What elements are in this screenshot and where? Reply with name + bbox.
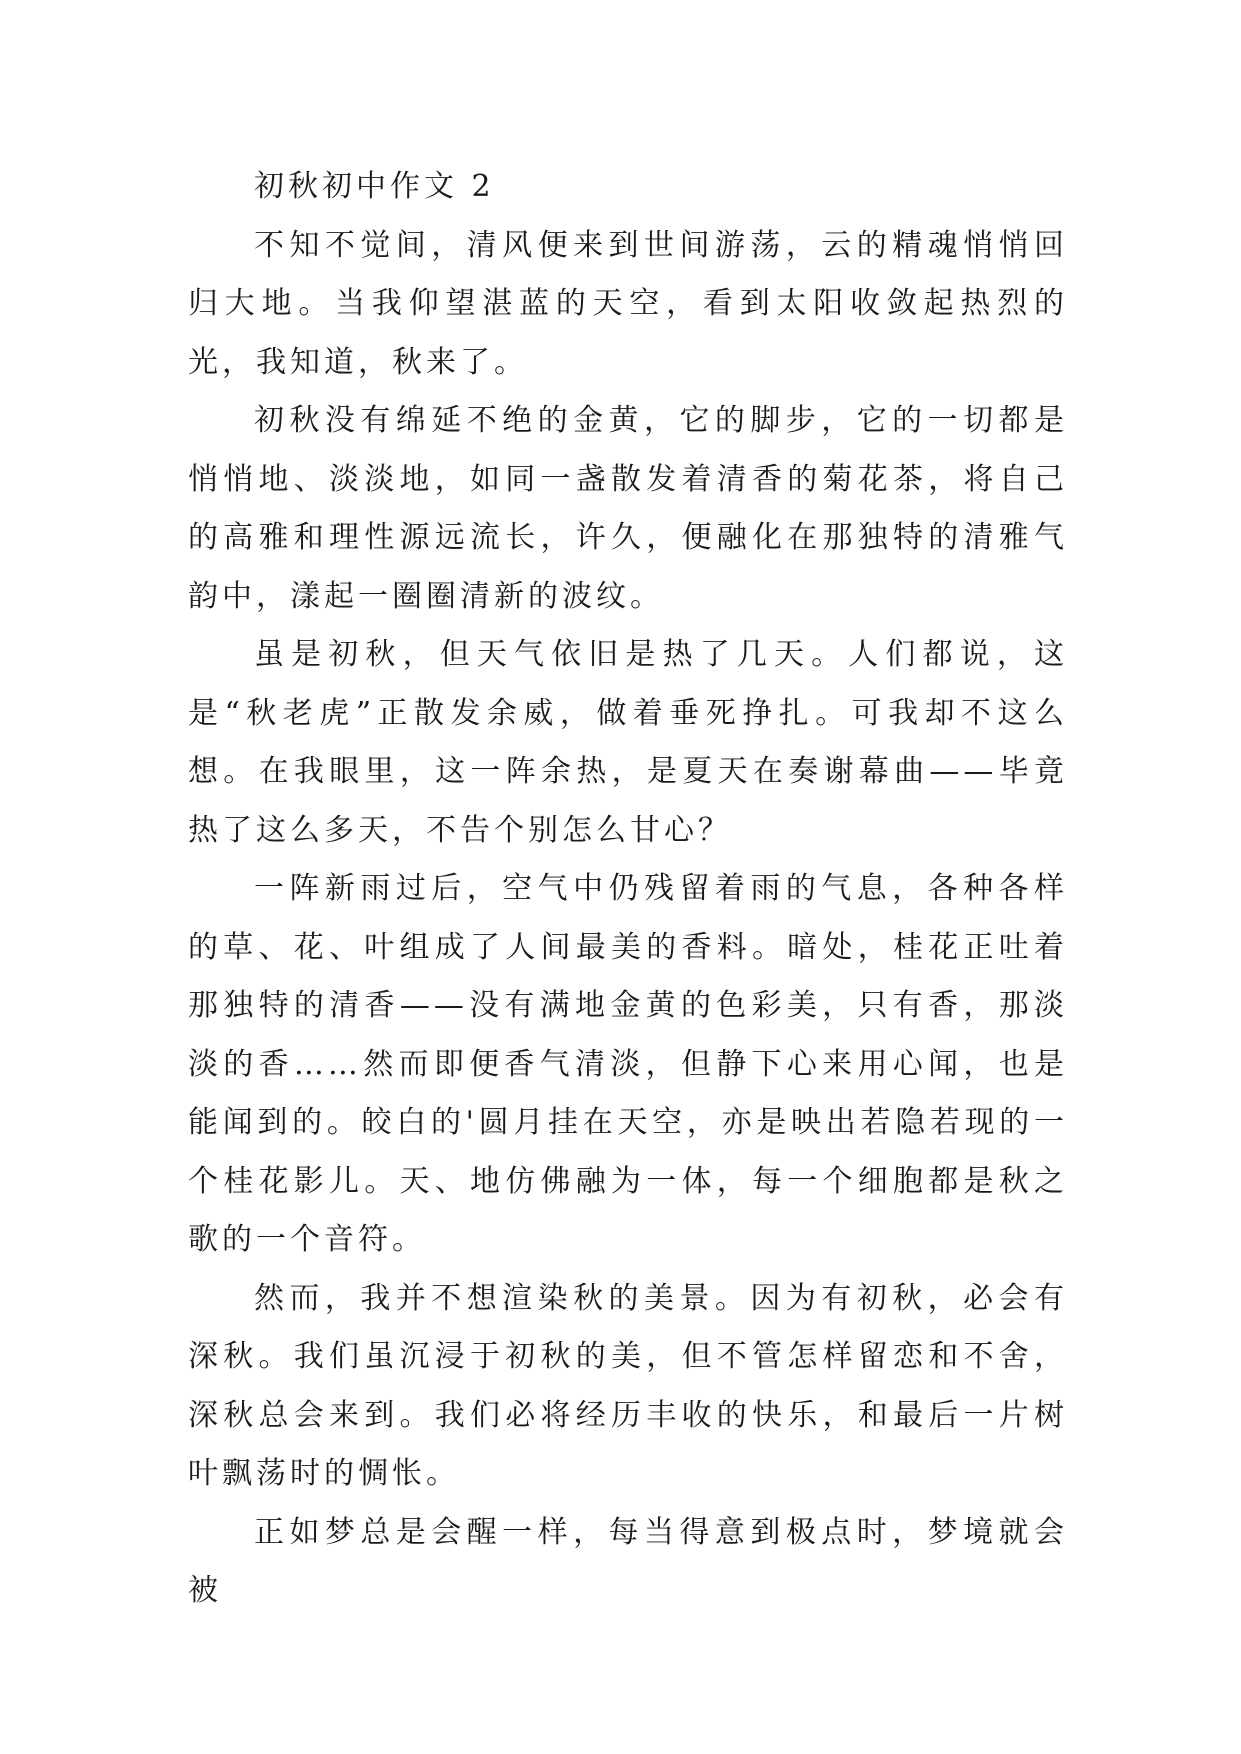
document-body bbox=[188, 158, 1068, 1621]
paragraph-4: 一阵新雨过后，空气中仍残留着雨的气息，各种各样的草、花、叶组成了人间最美的香料。暗处，桂花正吐着那独特的清香——没有满地金黄的色彩美，只有香，那淡淡的香……然而即便香气清淡，但静下心来用心闻，也是能闻到的。皎白的'圆月挂在天空，亦是映出若隐若现的一个桂花影儿。天、地仿佛融为一体，每一个细胞都是秋之歌的一个音符。 bbox=[188, 871, 1068, 1257]
document-title: 初秋初中作文 2 bbox=[254, 169, 495, 204]
paragraph-5: 然而，我并不想渲染秋的美景。因为有初秋，必会有深秋。我们虽沉浸于初秋的美，但不管怎样留恋和不舍，深秋总会来到。我们必将经历丰收的快乐，和最后一片树叶飘荡时的惆怅。 bbox=[188, 1280, 1068, 1491]
paragraph-1: 不知不觉间，清风便来到世间游荡，云的精魂悄悄回归大地。当我仰望湛蓝的天空，看到太阳收敛起热烈的光，我知道，秋来了。 bbox=[188, 227, 1068, 380]
paragraph-6: 正如梦总是会醒一样，每当得意到极点时，梦境就会被 bbox=[188, 1514, 1068, 1608]
paragraph-3: 虽是初秋，但天气依旧是热了几天。人们都说，这是“秋老虎”正散发余威，做着垂死挣扎。可我却不这么想。在我眼里，这一阵余热，是夏天在奏谢幕曲——毕竟热了这么多天，不告个别怎么甘心？ bbox=[188, 637, 1068, 848]
paragraph-2: 初秋没有绵延不绝的金黄，它的脚步，它的一切都是悄悄地、淡淡地，如同一盏散发着清香的菊花茶，将自己的高雅和理性源远流长，许久，便融化在那独特的清雅气韵中，漾起一圈圈清新的波纹。 bbox=[188, 403, 1068, 614]
